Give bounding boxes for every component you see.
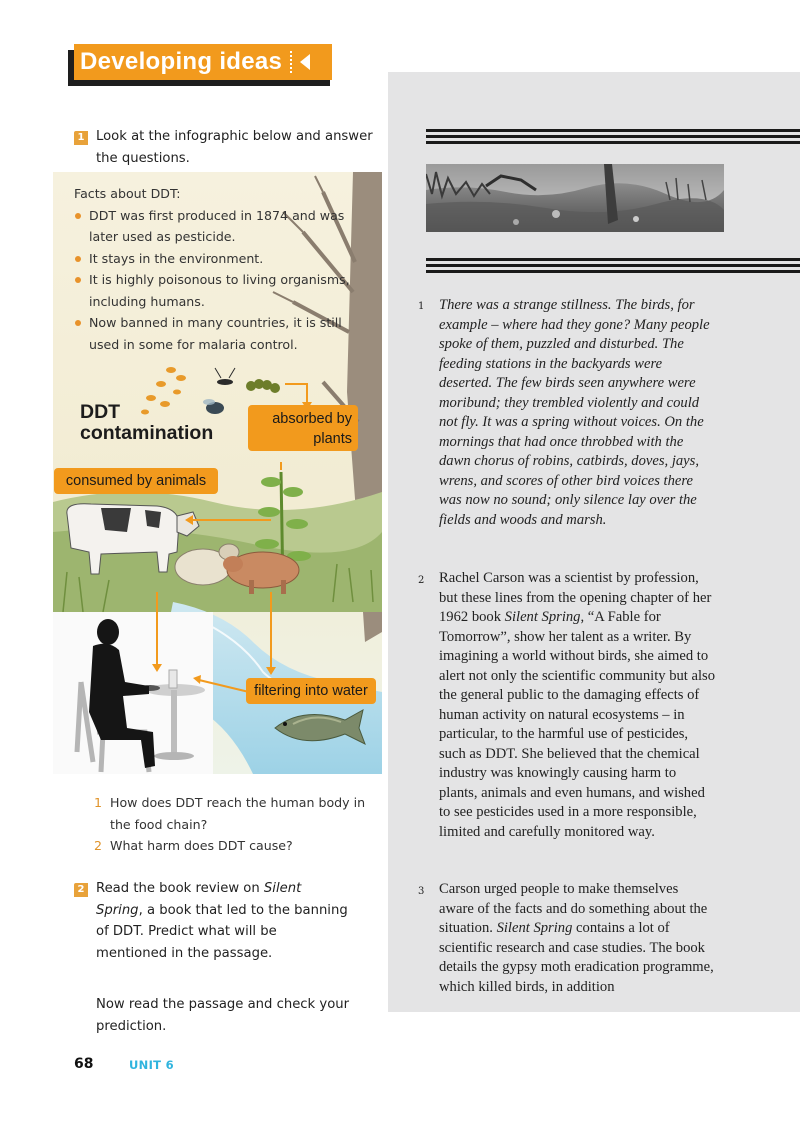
paragraph-number: 1 — [418, 301, 425, 312]
article-paragraph-1: There was a strange stillness. The birds, for example – where had they gone? Many people spoke of them, puzzled and disturbed. The feeding stations in the backyards were deserted. The few birds seen anywhere were moribund; they trembled violently and could not fly. It was a spring without voices. On the mornings that had once throbbed with the dawn chorus of robins, catbirds, doves, jays, wrens, and scores of other bird voices there was now no sound; only silence lay over the fields and woods and marsh. — [439, 297, 710, 528]
unit-label: UNIT 6 — [129, 1058, 174, 1072]
exercise-1-instruction: Look at the infographic below and answer the questions. — [96, 129, 373, 166]
devastated-landscape-photo — [426, 164, 724, 232]
header-rule-3 — [426, 141, 800, 144]
book-title: Silent Spring — [504, 609, 581, 625]
label-consumed-by-animals: consumed by animals — [54, 468, 218, 494]
header-rule-2 — [426, 135, 800, 138]
section-title: Developing ideas — [80, 48, 283, 75]
facts-title: Facts about DDT: — [74, 186, 181, 201]
book-title: Silent Spring — [96, 881, 302, 918]
fact-item: It stays in the environment. — [74, 248, 374, 270]
paragraph-number: 3 — [418, 886, 425, 897]
subheader-rule-3 — [426, 270, 800, 273]
section-banner — [74, 44, 332, 80]
header-rule-1 — [426, 129, 800, 132]
subheader-rule-2 — [426, 264, 800, 267]
fact-item: Now banned in many countries, it is still used in some for malaria control. — [74, 312, 374, 355]
fact-item: DDT was first produced in 1874 and was later used as pesticide. — [74, 205, 374, 248]
infographic-title: DDT contamination — [80, 401, 214, 444]
exercise-2-number: 2 — [74, 883, 88, 897]
paragraph-number: 2 — [418, 575, 425, 586]
fact-item: It is highly poisonous to living organisms, including humans. — [74, 269, 374, 312]
label-filtering-into-water: filtering into water — [246, 678, 376, 704]
article-paragraph-2: Rachel Carson was a scientist by profession, but these lines from the opening chapter of her 1962 book Silent Spring, “A Fable for Tomorrow”, show her talent as a writer. By imagining a world without birds, she aimed to alert not only the scientific community but also the general public to the damaging effects of human activity on natural ecosystems – in particular, to the harmful use of pesticides, such as DDT. She believed that the chemical industry was knowingly causing harm to plants, animals and even humans, and wished to see pesticides used in a more responsible, limited and carefully monitored way. — [439, 570, 716, 840]
exercise-2-followup: Now read the passage and check your prediction. — [96, 997, 350, 1034]
page-number: 68 — [74, 1056, 94, 1072]
book-title: Silent Spring — [496, 920, 573, 936]
facts-box — [74, 183, 374, 355]
question-1: 1 How does DDT reach the human body in the food chain? — [94, 795, 366, 832]
article-paragraph-3: Carson urged people to make themselves aware of the facts and do something about the situation. Silent Spring contains a lot of scientific research and case studies. The book details the gypsy moth eradication programme, which killed birds, in addition — [439, 881, 714, 995]
subheader-rule-1 — [426, 258, 800, 261]
exercise-1-number: 1 — [74, 131, 88, 145]
triangle-left-icon — [300, 54, 310, 70]
label-absorbed-by-plants: absorbed by plants — [248, 405, 358, 451]
banner-separator — [290, 51, 292, 73]
question-2: 2 What harm does DDT cause? — [94, 838, 293, 853]
exercise-2-instruction: Read the book review on Silent Spring, a book that led to the banning of DDT. Predict what will be mentioned in the passage. — [96, 881, 348, 961]
